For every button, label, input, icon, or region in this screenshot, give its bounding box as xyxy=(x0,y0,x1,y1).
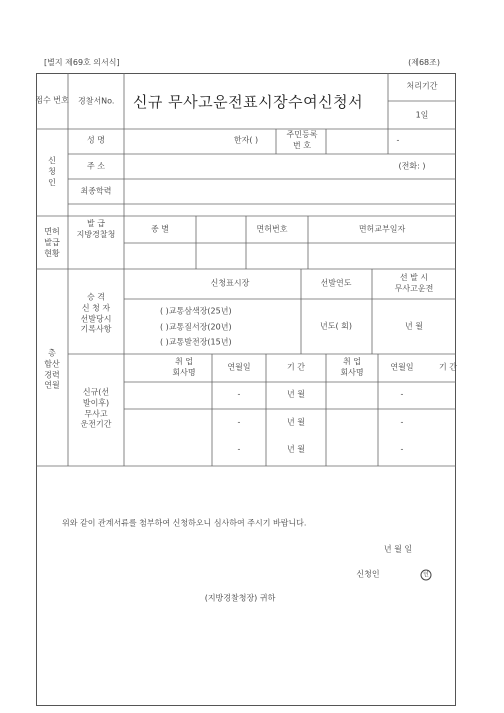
hanja-field[interactable]: 한자( ) xyxy=(233,135,259,145)
date-dash[interactable]: - xyxy=(400,444,404,454)
law-reference: (제68조) xyxy=(408,58,440,67)
address-label: 주 소 xyxy=(87,161,105,171)
period-field[interactable]: 년 월 xyxy=(287,444,305,454)
award-record-label: 승 격 신 청 자 선발당시 기록사항 xyxy=(80,292,112,334)
badge-option-25[interactable]: ( )교통삼색장(25년) xyxy=(160,306,232,316)
processing-period-label: 처리기간 xyxy=(406,81,438,91)
applicant-section-label: 신 청 인 xyxy=(48,155,56,187)
education-label: 최종학력 xyxy=(80,186,112,196)
period-field[interactable]: 년 월 xyxy=(287,417,305,427)
license-number-label: 면허번호 xyxy=(256,224,288,234)
company-header-1: 취 업 회사명 xyxy=(172,357,196,377)
date-dash[interactable]: - xyxy=(400,417,404,427)
police-station-label: 경찰서No. xyxy=(78,96,115,106)
period-field[interactable]: 년 월 xyxy=(287,389,305,399)
history-section-label: 총 합산 경력 연월 xyxy=(44,348,60,390)
applicant-sign-label: 신청인 xyxy=(356,569,380,579)
issuer-label: 발 급 지방경찰청 xyxy=(76,219,116,239)
selection-year-header: 선발연도 xyxy=(320,278,352,288)
period-header-2: 기 간 xyxy=(439,362,457,372)
form-title: 신규 무사고운전표시장수여신청서 xyxy=(132,92,364,111)
processing-period-value: 1일 xyxy=(415,110,429,120)
license-type-label: 종 별 xyxy=(151,224,169,234)
date-header-2: 연월일 xyxy=(390,362,414,372)
new-period-label: 신규(선 발이후) 무사고 운전기간 xyxy=(80,387,112,429)
selection-period-field[interactable]: 년 월 xyxy=(405,321,423,331)
badge-option-15[interactable]: ( )교통발전장(15년) xyxy=(160,337,232,347)
date-dash[interactable]: - xyxy=(237,389,241,399)
date-dash[interactable]: - xyxy=(237,444,241,454)
selection-period-header: 선 발 시 무사고운전 xyxy=(394,273,434,293)
selection-year-field[interactable]: 년도( 회) xyxy=(320,321,352,331)
date-dash[interactable]: - xyxy=(237,417,241,427)
phone-field[interactable]: (전화: ) xyxy=(398,161,426,171)
resident-number-label: 주민등록 번 호 xyxy=(286,130,318,150)
company-header-2: 취 업 회사명 xyxy=(340,357,364,377)
date-header-1: 연월일 xyxy=(227,362,251,372)
resident-number-field[interactable]: - xyxy=(396,135,400,145)
statement-text: 위와 같이 관계서류를 첨부하여 신청하오니 심사하여 주시기 바랍니다. xyxy=(62,518,307,528)
seal-stamp xyxy=(421,570,432,581)
name-label: 성 명 xyxy=(87,135,105,145)
license-issue-date-label: 면허교부일자 xyxy=(358,224,406,234)
badge-header: 신청표시장 xyxy=(210,278,250,288)
receipt-number-label: 접수 번호 xyxy=(35,95,69,105)
date-dash[interactable]: - xyxy=(400,389,404,399)
form-number: [별지 제69호 의서식] xyxy=(44,58,120,67)
recipient-label: (지방경찰청장) 귀하 xyxy=(204,593,276,603)
date-line[interactable]: 년 월 일 xyxy=(383,544,413,554)
badge-option-20[interactable]: ( )교통질서장(20년) xyxy=(160,322,232,332)
period-header-1: 기 간 xyxy=(287,362,305,372)
license-section-label: 면허 발급 현황 xyxy=(44,226,60,258)
seal-icon: 인 xyxy=(421,570,432,581)
